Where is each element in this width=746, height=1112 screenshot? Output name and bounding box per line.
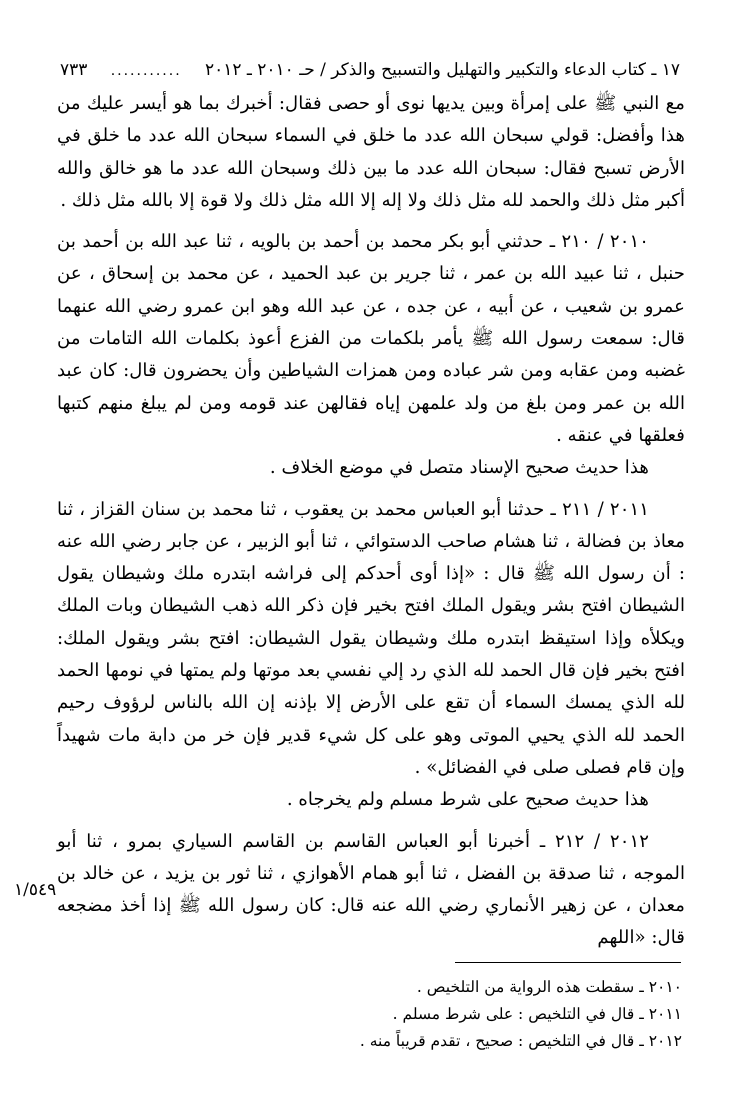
header-dot-leader: ...........	[110, 63, 182, 79]
running-header	[60, 58, 680, 83]
page-number: ٧٣٣	[60, 60, 88, 80]
hadith-2012: ٢٠١٢ / ٢١٢ ـ أخبرنا أبو العباس القاسم بن القاسم السياري بمرو ، ثنا أبو الموجه ، ثنا صدقة بن الفضل ، ثنا أبو همام الأهوازي ، ثنا ثور بن يزيد ، عن خالد بن معدان ، عن زهير الأنماري رضي الله عنه قال: كان رسول الله ﷺ إذا أخذ مضجعه قال: «اللهم	[57, 830, 685, 949]
grading-2010: هذا حديث صحيح الإسناد متصل في موضع الخلاف .	[269, 457, 649, 479]
manuscript-margin-reference: ١/٥٤٩	[14, 880, 57, 900]
footnote-divider	[455, 962, 681, 963]
footnote-2011: ٢٠١١ ـ قال في التلخيص : على شرط مسلم .	[392, 1005, 682, 1023]
main-text	[57, 88, 685, 955]
header-title: ١٧ ـ كتاب الدعاء والتكبير والتهليل والتسبيح والذكر / حـ ٢٠١٠ ـ ٢٠١٢	[204, 60, 680, 80]
footnotes	[60, 974, 682, 1055]
hadith-2010: ٢٠١٠ / ٢١٠ ـ حدثني أبو بكر محمد بن أحمد بن بالويه ، ثنا عبد الله بن أحمد بن حنبل ، ثنا عبيد الله بن عمر ، ثنا جرير بن عبد الحميد ، عن محمد بن إسحاق ، عن عمرو بن شعيب ، عن أبيه ، عن جده ، عن عبد الله وهو ابن عمرو رضي الله عنهما قال: سمعت رسول الله ﷺ يأمر بلكمات من الفزع أعوذ بكلمات الله التامات من غضبه ومن عقابه ومن شر عباده ومن همزات الشياطين وأن يحضرون قال: كان عبد الله بن عمر ومن بلغ من ولد علمهن إياه فقالهن عند قومه ومن لم يبلغ منهم كتبها فعلقها في عنقه .	[57, 231, 685, 446]
footnote-2012: ٢٠١٢ ـ قال في التلخيص : صحيح ، تقدم قريباً منه .	[359, 1032, 682, 1050]
hadith-2011: ٢٠١١ / ٢١١ ـ حدثنا أبو العباس محمد بن يعقوب ، ثنا محمد بن سنان القزاز ، ثنا معاذ بن فضالة ، ثنا هشام صاحب الدستوائي ، ثنا أبو الزبير ، عن جابر رضي الله عنه : أن رسول الله ﷺ قال : «إذا أوى أحدكم إلى فراشه ابتدره ملك وشيطان يقول الشيطان افتح بشر ويقول الملك افتح بخير فإن ذكر الله ذهب الشيطان وبات الملك ويكلأه وإذا استيقظ ابتدره ملك وشيطان يقول الشيطان: افتح بشر ويقول الملك: افتح بخير فإن قال الحمد لله الذي رد إلي نفسي بعد موتها ولم يمتها في نومها الحمد لله الذي يمسك السماء أن تقع على الأرض إلا بإذنه إن الله بالناس لرؤوف رحيم الحمد لله الذي يحيي الموتى وهو على كل شيء قدير فإن خر من دابة مات شهيداً وإن قام فصلى صلى في الفضائل» .	[57, 498, 685, 778]
grading-2011: هذا حديث صحيح على شرط مسلم ولم يخرجاه .	[286, 789, 649, 811]
paragraph-continuation: مع النبي ﷺ على إمرأة وبين يديها نوى أو حصى فقال: أخبرك بما هو أيسر عليك من هذا وأفضل: قولي سبحان الله عدد ما خلق في السماء سبحان الله عدد ما خلق في الأرض تسبح فقال: سبحان الله عدد ما بين ذلك وسبحان الله عدد ما هو خالق والله أكبر مثل ذلك والحمد لله مثل ذلك ولا إله إلا الله مثل ذلك ولا قوة إلا بالله مثل ذلك .	[57, 93, 685, 211]
footnote-2010: ٢٠١٠ ـ سقطت هذه الرواية من التلخيص .	[416, 978, 682, 996]
